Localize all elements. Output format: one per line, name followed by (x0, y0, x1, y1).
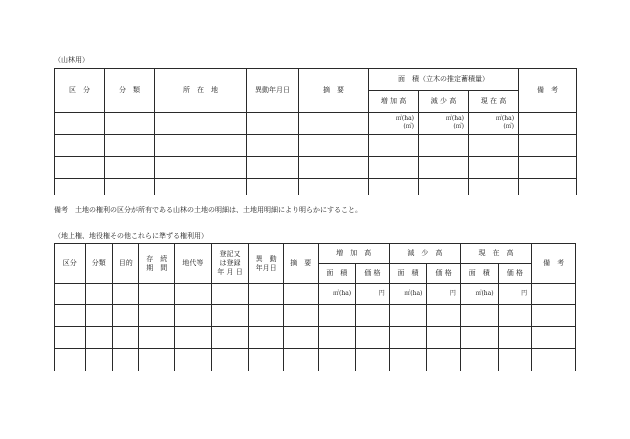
table-row (55, 349, 576, 371)
cell[interactable] (105, 113, 155, 135)
forest-caption: （山林用） (54, 56, 89, 64)
header-tekiyo: 摘 要 (299, 69, 369, 113)
unit-yen-cell[interactable] (498, 284, 532, 305)
cell[interactable] (211, 349, 249, 371)
cell[interactable] (369, 135, 419, 157)
header-shozaichi: 所 在 地 (155, 69, 247, 113)
cell[interactable] (460, 327, 498, 349)
header-toki: 登記又 は登録 年 月 日 (211, 244, 249, 284)
header-kubun: 区分 (55, 244, 86, 284)
header-bunrui: 分類 (85, 244, 112, 284)
cell[interactable] (299, 179, 369, 195)
header-biko: 備 考 (532, 244, 576, 284)
cell[interactable] (283, 305, 318, 327)
header-ido: 異動年月日 (247, 69, 299, 113)
cell[interactable] (283, 349, 318, 371)
header-zoka: 増 加 高 (369, 91, 419, 113)
cell[interactable] (469, 179, 519, 195)
cell[interactable] (519, 135, 577, 157)
unit-area: ㎡(ha) (475, 290, 494, 298)
header-genshou: 減 少 高 (419, 91, 469, 113)
cell[interactable] (469, 135, 519, 157)
cell[interactable] (139, 305, 175, 327)
cell[interactable] (211, 305, 249, 327)
cell[interactable] (532, 284, 576, 305)
header-kakaku: 価 格 (356, 264, 390, 284)
forest-ledger-table (54, 68, 577, 195)
header-kakaku: 価 格 (427, 264, 461, 284)
cell[interactable] (498, 327, 532, 349)
cell[interactable] (249, 284, 284, 305)
cell[interactable] (369, 179, 419, 195)
cell[interactable] (55, 157, 105, 179)
header-menseki: 面 積 (460, 264, 498, 284)
unit-area-cell[interactable] (318, 284, 356, 305)
cell[interactable] (283, 327, 318, 349)
table-row (55, 284, 576, 305)
cell[interactable] (55, 327, 86, 349)
cell[interactable] (356, 305, 390, 327)
cell[interactable] (55, 179, 105, 195)
cell[interactable] (419, 135, 469, 157)
unit-area: ㎡(ha) (495, 115, 515, 122)
cell[interactable] (105, 135, 155, 157)
unit-yen-cell[interactable] (427, 284, 461, 305)
cell[interactable] (299, 113, 369, 135)
cell[interactable] (249, 327, 284, 349)
cell[interactable] (85, 305, 112, 327)
unit-yen: 円 (521, 290, 528, 298)
cell[interactable] (139, 349, 175, 371)
cell[interactable] (211, 284, 249, 305)
header-zoka: 増 加 高 (318, 244, 389, 264)
cell[interactable] (427, 305, 461, 327)
header-chidai: 地代等 (175, 244, 212, 284)
cell[interactable] (105, 157, 155, 179)
cell[interactable] (105, 179, 155, 195)
cell[interactable] (532, 349, 576, 371)
cell[interactable] (247, 135, 299, 157)
cell[interactable] (175, 305, 212, 327)
header-mokuteki: 目的 (112, 244, 138, 284)
cell[interactable] (460, 349, 498, 371)
cell[interactable] (55, 284, 86, 305)
cell[interactable] (419, 157, 469, 179)
table-row (55, 305, 576, 327)
cell[interactable] (460, 305, 498, 327)
table-row (55, 113, 577, 135)
rights-caption: （地上権、地役権その他これらに準ずる権利用） (54, 232, 208, 240)
cell[interactable] (85, 349, 112, 371)
cell[interactable] (247, 113, 299, 135)
cell[interactable] (532, 305, 576, 327)
cell[interactable] (419, 179, 469, 195)
cell[interactable] (318, 349, 356, 371)
cell[interactable] (283, 284, 318, 305)
header-ido: 異 動 年月日 (249, 244, 284, 284)
cell[interactable] (155, 135, 247, 157)
cell[interactable] (299, 135, 369, 157)
header-genzai: 現 在 高 (469, 91, 519, 113)
header-menseki: 面 積（立木の推定蓄積量） (369, 69, 519, 91)
table-row (55, 327, 576, 349)
unit-yen-cell[interactable] (356, 284, 390, 305)
cell[interactable] (498, 349, 532, 371)
cell[interactable] (318, 305, 356, 327)
unit-volume: (㎥) (453, 122, 464, 130)
cell[interactable] (519, 113, 577, 135)
cell[interactable] (112, 349, 138, 371)
unit-area: ㎡(ha) (333, 290, 352, 298)
cell[interactable] (175, 284, 212, 305)
unit-volume: (㎥) (503, 122, 515, 130)
cell[interactable] (389, 327, 427, 349)
header-tekiyo: 摘 要 (283, 244, 318, 284)
cell[interactable] (175, 327, 212, 349)
cell[interactable] (175, 349, 212, 371)
cell[interactable] (247, 179, 299, 195)
cell[interactable] (139, 284, 175, 305)
cell[interactable] (55, 305, 86, 327)
header-genshou: 減 少 高 (389, 244, 460, 264)
cell[interactable] (299, 157, 369, 179)
cell[interactable] (532, 327, 576, 349)
unit-yen: 円 (449, 290, 456, 298)
unit-area-cell[interactable] (460, 284, 498, 305)
unit-area: ㎡(ha) (404, 290, 423, 298)
cell[interactable] (112, 327, 138, 349)
header-kakaku: 価 格 (498, 264, 532, 284)
cell[interactable] (247, 157, 299, 179)
unit-volume: (㎥) (403, 122, 414, 130)
cell[interactable] (249, 349, 284, 371)
cell[interactable] (155, 179, 247, 195)
unit-area: ㎡(ha) (395, 115, 414, 122)
header-sonzoku: 存 続 期 間 (139, 244, 175, 284)
header-genzai: 現 在 高 (460, 244, 531, 264)
unit-yen: 円 (378, 290, 385, 298)
table-row (55, 157, 577, 179)
cell[interactable] (55, 349, 86, 371)
cell[interactable] (356, 349, 390, 371)
cell[interactable] (155, 113, 247, 135)
cell[interactable] (469, 157, 519, 179)
unit-cell[interactable] (419, 113, 469, 135)
cell[interactable] (55, 135, 105, 157)
rights-ledger-table (54, 243, 576, 371)
cell[interactable] (356, 327, 390, 349)
cell[interactable] (519, 157, 577, 179)
header-menseki: 面 積 (389, 264, 427, 284)
cell[interactable] (211, 327, 249, 349)
header-menseki: 面 積 (318, 264, 356, 284)
cell[interactable] (427, 327, 461, 349)
unit-cell[interactable] (369, 113, 419, 135)
cell[interactable] (389, 305, 427, 327)
cell[interactable] (112, 284, 138, 305)
unit-cell[interactable] (469, 113, 519, 135)
unit-area: ㎡(ha) (445, 115, 464, 122)
table-row (55, 179, 577, 195)
cell[interactable] (498, 305, 532, 327)
cell[interactable] (389, 349, 427, 371)
cell[interactable] (155, 157, 247, 179)
table-row (55, 135, 577, 157)
cell[interactable] (249, 305, 284, 327)
cell[interactable] (318, 327, 356, 349)
cell[interactable] (112, 305, 138, 327)
cell[interactable] (519, 179, 577, 195)
cell[interactable] (85, 327, 112, 349)
cell[interactable] (85, 284, 112, 305)
header-biko: 備 考 (519, 69, 577, 113)
cell[interactable] (55, 113, 105, 135)
forest-note: 備考 土地の権利の区分が所有である山林の土地の明細は、土地用明細により明らかにすること。 (54, 206, 362, 214)
cell[interactable] (427, 349, 461, 371)
header-kubun: 区 分 (55, 69, 105, 113)
header-bunrui: 分 類 (105, 69, 155, 113)
cell[interactable] (139, 327, 175, 349)
unit-area-cell[interactable] (389, 284, 427, 305)
cell[interactable] (369, 157, 419, 179)
